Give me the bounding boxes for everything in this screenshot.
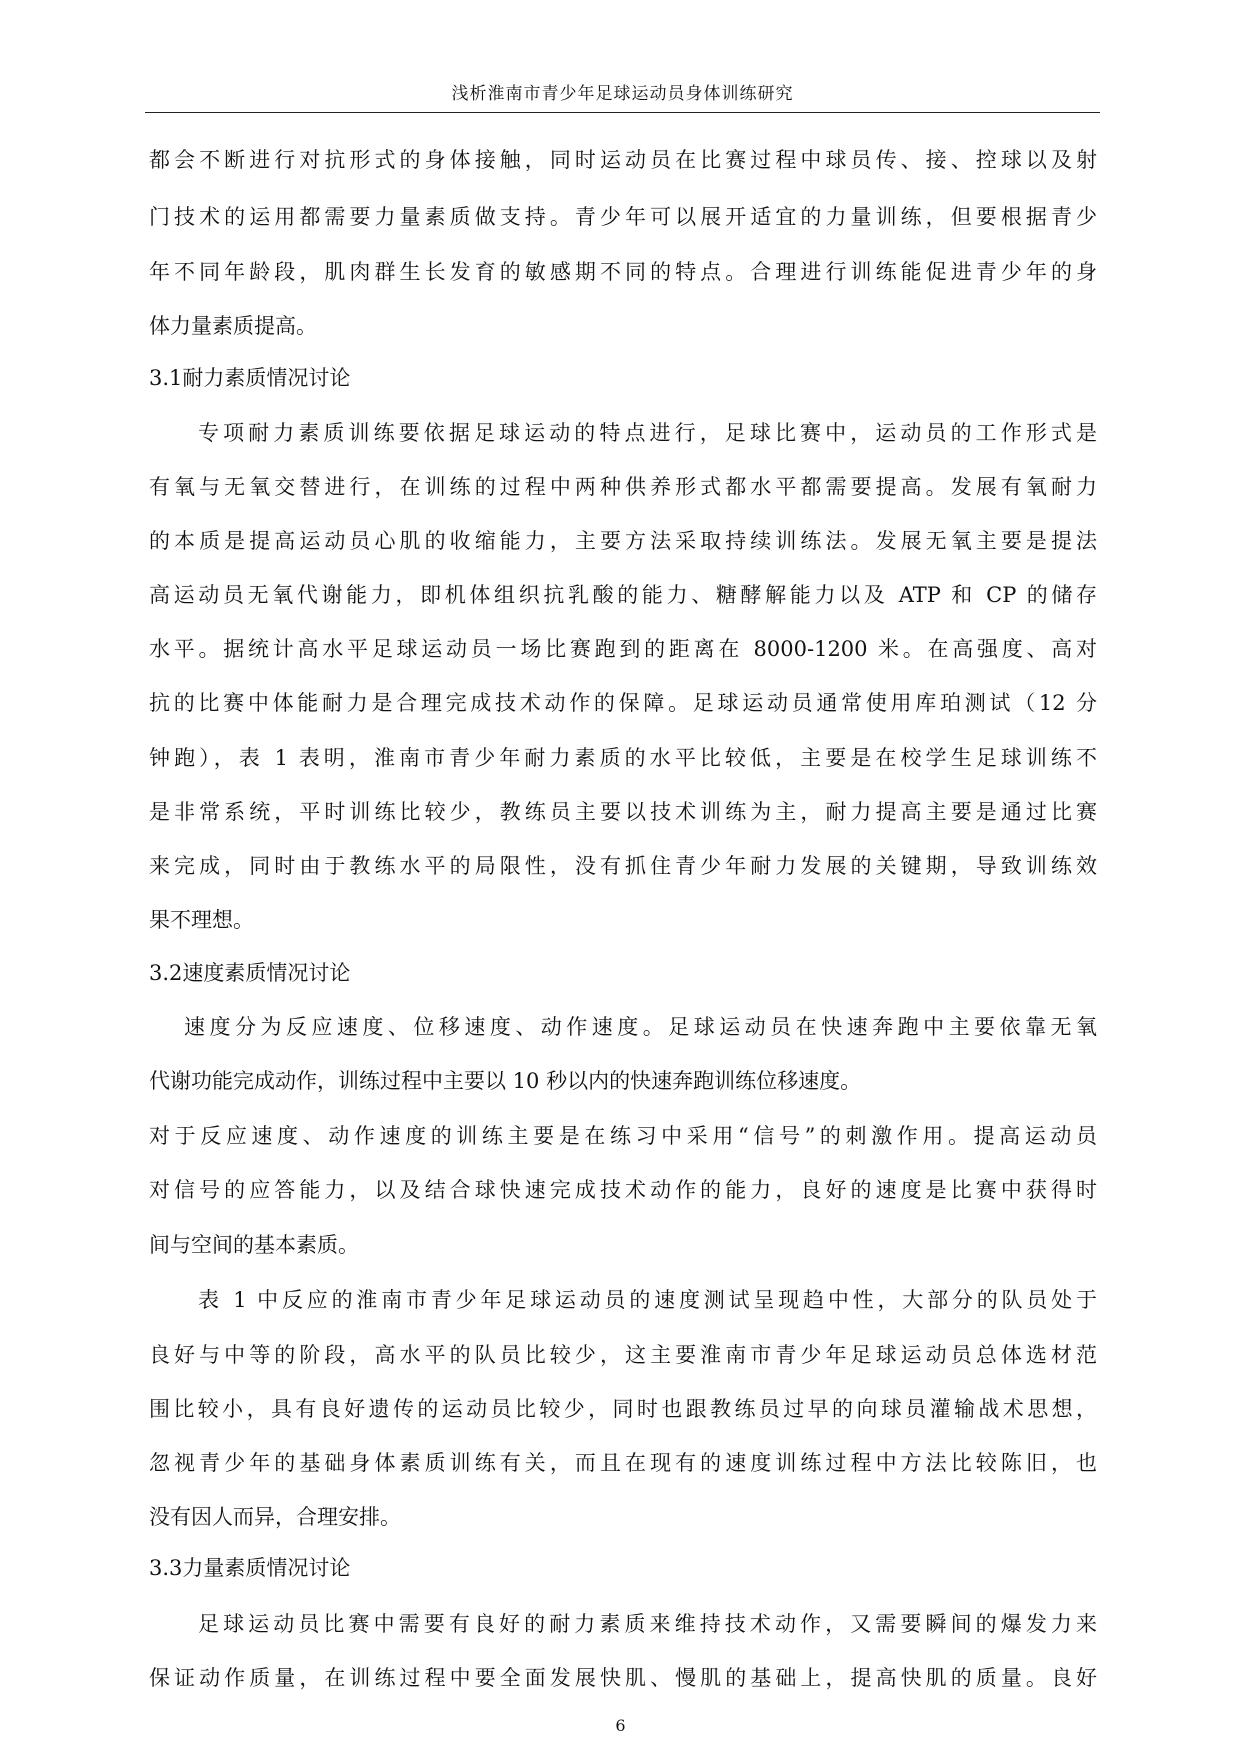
- paragraph-line: 有氧与无氧交替进行，在训练的过程中两种供养形式都水平都需要提高。发展有氧耐力: [149, 475, 1097, 499]
- paragraph-line: 是非常系统，平时训练比较少，教练员主要以技术训练为主，耐力提高主要是通过比赛: [149, 800, 1097, 824]
- paragraph-line: 足球运动员比赛中需要有良好的耐力素质来维持技术动作，又需要瞬间的爆发力来: [198, 1612, 1097, 1636]
- section-heading: 3.1耐力素质情况讨论: [149, 366, 351, 390]
- section-heading: 3.3力量素质情况讨论: [149, 1556, 351, 1580]
- paragraph-line: 围比较小，具有良好遗传的运动员比较少，同时也跟教练员过早的向球员灌输战术思想，: [149, 1397, 1097, 1421]
- paragraph-line: 对信号的应答能力，以及结合球快速完成技术动作的能力，良好的速度是比赛中获得时: [149, 1178, 1097, 1202]
- paragraph-line: 抗的比赛中体能耐力是合理完成技术动作的保障。足球运动员通常使用库珀测试（12 分: [149, 691, 1097, 715]
- paragraph-line: 没有因人而异，合理安排。: [149, 1505, 401, 1529]
- paragraph-line: 代谢功能完成动作，训练过程中主要以 10 秒以内的快速奔跑训练位移速度。: [149, 1069, 862, 1093]
- running-header: 浅析淮南市青少年足球运动员身体训练研究: [451, 84, 794, 104]
- paragraph-line: 表 1 中反应的淮南市青少年足球运动员的速度测试呈现趋中性，大部分的队员处于: [198, 1288, 1097, 1312]
- paragraph-line: 来完成，同时由于教练水平的局限性，没有抓住青少年耐力发展的关键期，导致训练效: [149, 854, 1097, 878]
- paragraph-line: 的本质是提高运动员心肌的收缩能力，主要方法采取持续训练法。发展无氧主要是提法: [149, 529, 1097, 553]
- paragraph-line: 忽视青少年的基础身体素质训练有关，而且在现有的速度训练过程中方法比较陈旧，也: [149, 1451, 1097, 1475]
- paragraph-line: 专项耐力素质训练要依据足球运动的特点进行，足球比赛中，运动员的工作形式是: [198, 421, 1097, 445]
- paragraph-line: 对于反应速度、动作速度的训练主要是在练习中采用“信号”的刺激作用。提高运动员: [149, 1124, 1097, 1148]
- paragraph-line: 间与空间的基本素质。: [149, 1233, 359, 1257]
- paragraph-line: 高运动员无氧代谢能力，即机体组织抗乳酸的能力、糖酵解能力以及 ATP 和 CP 的储存: [149, 583, 1097, 607]
- paragraph-line: 良好与中等的阶段，高水平的队员比较少，这主要淮南市青少年足球运动员总体选材范: [149, 1343, 1097, 1367]
- paragraph-line: 保证动作质量，在训练过程中要全面发展快肌、慢肌的基础上，提高快肌的质量。良好: [149, 1666, 1097, 1690]
- paragraph-line: 果不理想。: [149, 908, 254, 932]
- paragraph-line: 年不同年龄段，肌肉群生长发育的敏感期不同的特点。合理进行训练能促进青少年的身: [149, 260, 1097, 284]
- paragraph-line: 门技术的运用都需要力量素质做支持。青少年可以展开适宜的力量训练，但要根据青少: [149, 205, 1097, 229]
- page-number: 6: [615, 1716, 626, 1735]
- paragraph-line: 都会不断进行对抗形式的身体接触，同时运动员在比赛过程中球员传、接、控球以及射: [149, 148, 1097, 172]
- paragraph-line: 水平。据统计高水平足球运动员一场比赛跑到的距离在 8000-1200 米。在高强度、高对: [149, 637, 1097, 661]
- paragraph-line: 钟跑），表 1 表明，淮南市青少年耐力素质的水平比较低，主要是在校学生足球训练不: [149, 746, 1097, 770]
- paragraph-line: 体力量素质提高。: [149, 314, 317, 338]
- paragraph-line: 速度分为反应速度、位移速度、动作速度。足球运动员在快速奔跑中主要依靠无氧: [184, 1015, 1097, 1039]
- section-heading: 3.2速度素质情况讨论: [149, 961, 351, 985]
- header-rule: [145, 112, 1100, 113]
